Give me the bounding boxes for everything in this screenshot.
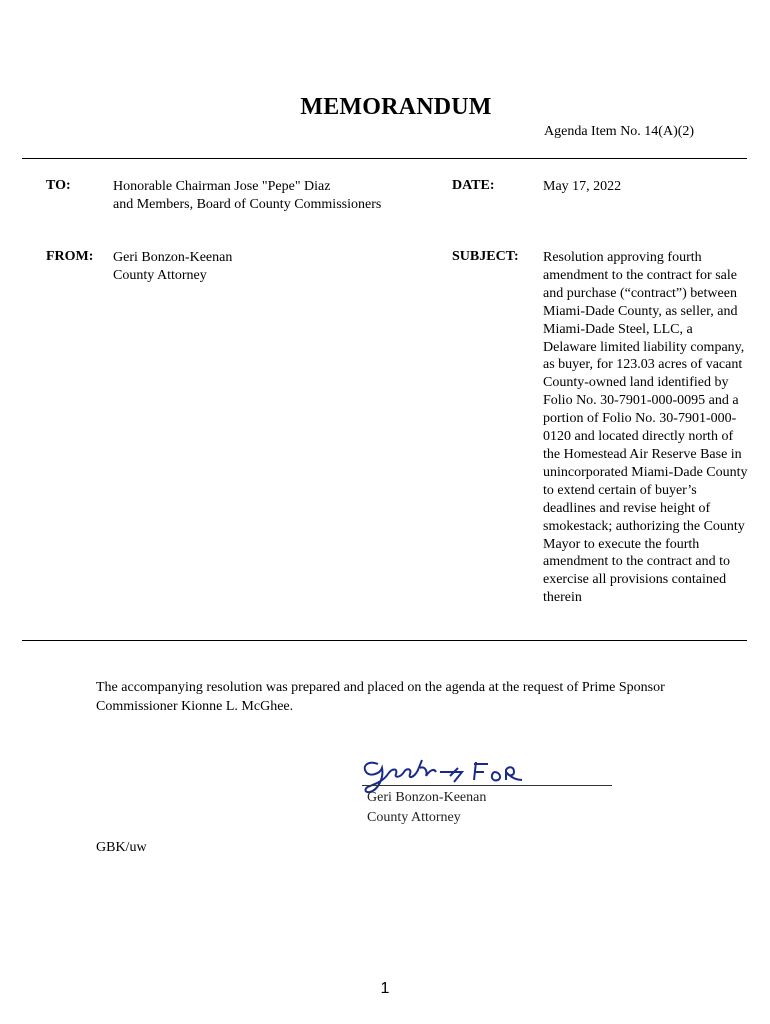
top-divider bbox=[22, 158, 747, 159]
to-line-2: and Members, Board of County Commissioners bbox=[113, 197, 382, 212]
agenda-item-number: Agenda Item No. 14(A)(2) bbox=[544, 124, 695, 139]
from-sender bbox=[113, 249, 232, 285]
date-value: May 17, 2022 bbox=[543, 179, 622, 194]
from-line-1: Geri Bonzon-Keenan bbox=[113, 250, 233, 265]
page-number: 1 bbox=[380, 980, 390, 997]
typist-initials: GBK/uw bbox=[96, 840, 147, 855]
to-label: TO: bbox=[46, 178, 71, 193]
memo-title: MEMORANDUM bbox=[300, 94, 492, 120]
subject-label: SUBJECT: bbox=[452, 249, 519, 264]
from-line-2: County Attorney bbox=[113, 268, 207, 283]
to-line-1: Honorable Chairman Jose "Pepe" Diaz bbox=[113, 179, 331, 194]
body-paragraph: The accompanying resolution was prepared and placed on the agenda at the request of Prime Sponsor Commissioner Kionne L. McGhee. bbox=[96, 680, 665, 714]
signer-name: Geri Bonzon-Keenan bbox=[367, 790, 487, 805]
signer-title: County Attorney bbox=[367, 810, 461, 825]
bottom-divider bbox=[22, 640, 747, 641]
from-label: FROM: bbox=[46, 249, 94, 264]
date-label: DATE: bbox=[452, 178, 495, 193]
subject-text: Resolution approving fourth amendment to the contract for sale and purchase (“contract”) between Miami-Dade County, as seller, and Miami-Dade Steel, LLC, a Delaware limited liability company, as buyer, for 123.03 acres of vacant County-owned land identified by Folio No. 30-7901-000-0095 and a portion of Folio No. 30-7901-000-0120 and located directly north of the Homestead Air Reserve Base in unincorporated Miami-Dade County to extend certain of buyer’s deadlines and revise height of smokestack; authorizing the County Mayor to execute the fourth amendment to the contract and to exercise all provisions contained therein bbox=[543, 250, 748, 606]
signer-block bbox=[367, 788, 486, 828]
signature-line bbox=[362, 785, 612, 786]
to-recipient bbox=[113, 178, 381, 214]
